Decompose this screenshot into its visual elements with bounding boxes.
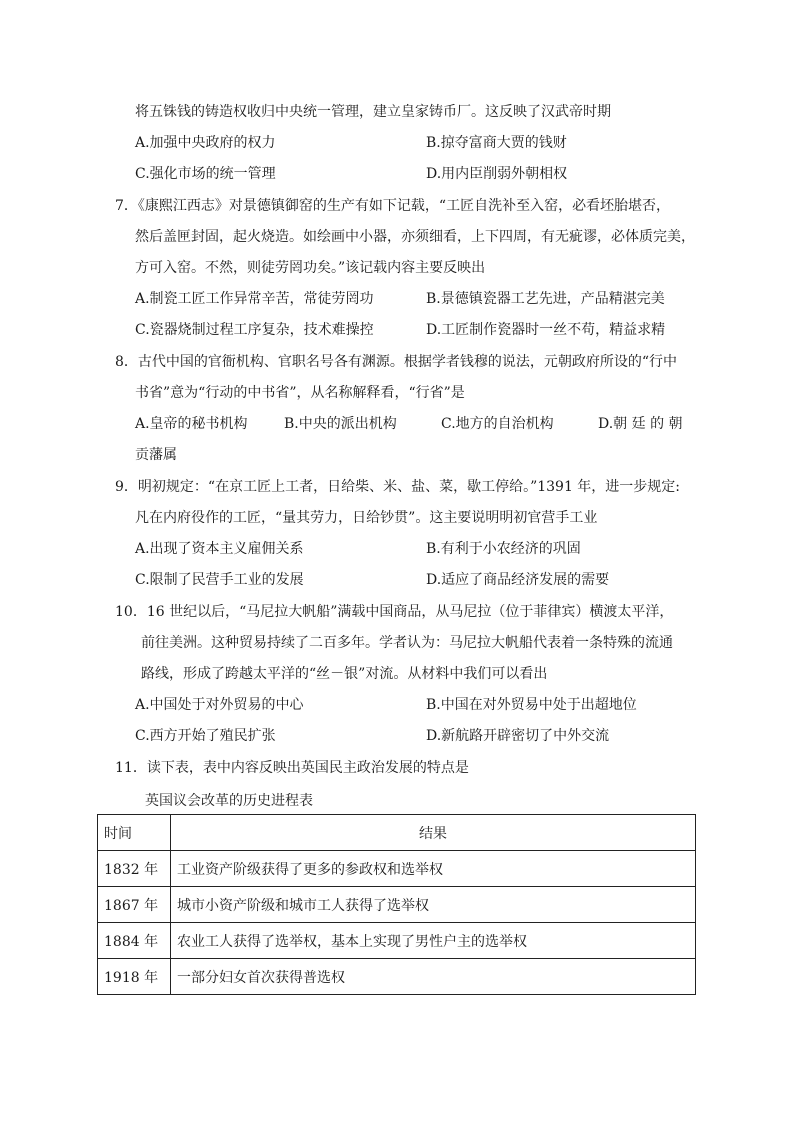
table-row <box>98 851 696 887</box>
q9-option-a: A.出现了资本主义雇佣关系 <box>135 541 304 557</box>
table-row <box>98 923 696 959</box>
row-year: 1832 年 <box>98 851 171 887</box>
table-caption: 英国议会改革的历史进程表 <box>145 793 313 809</box>
q10-stem-line-3: 路线，形成了跨越太平洋的“丝－银”对流。从材料中我们可以看出 <box>141 666 548 682</box>
q6-option-b: B.掠夺富商大贾的钱财 <box>426 135 567 151</box>
header-result: 结果 <box>171 815 696 851</box>
q8-option-c: C.地方的自治机构 <box>441 416 554 432</box>
header-time: 时间 <box>98 815 171 851</box>
table-header-row <box>98 815 696 851</box>
q10-option-d: D.新航路开辟密切了中外交流 <box>426 728 610 744</box>
q7-stem-line-2: 然后盖匣封固，起火烧造。如绘画中小器，亦须细看，上下四周，有无疵谬，必体质完美， <box>135 229 695 245</box>
q8-stem-line-1: 8．古代中国的官衙机构、官职名号各有渊源。根据学者钱穆的说法，元朝政府所设的“行中 <box>115 354 678 370</box>
q7-stem-line-3: 方可入窑。不然，则徒劳罔功矣。”该记载内容主要反映出 <box>135 260 486 276</box>
q10-stem-line-1: 10．16 世纪以后，“马尼拉大帆船”满载中国商品，从马尼拉（位于菲律宾）横渡太平洋， <box>115 604 674 620</box>
q9-option-c: C.限制了民营手工业的发展 <box>135 572 304 588</box>
row-year: 1884 年 <box>98 923 171 959</box>
q8-option-d-continuation: 贡藩属 <box>135 447 177 463</box>
q8-option-a: A.皇帝的秘书机构 <box>135 416 248 432</box>
row-result: 农业工人获得了选举权，基本上实现了男性户主的选举权 <box>171 923 696 959</box>
q7-option-c: C.瓷器烧制过程工序复杂，技术难操控 <box>135 322 374 338</box>
q11-stem: 11．读下表，表中内容反映出英国民主政治发展的特点是 <box>115 760 469 776</box>
q9-stem-line-1: 9．明初规定：“在京工匠上工者，日给柴、米、盐、菜，歇工停给。”1391 年，进一步规定: <box>115 479 681 495</box>
q10-option-b: B.中国在对外贸易中处于出超地位 <box>426 697 637 713</box>
q9-option-b: B.有利于小农经济的巩固 <box>426 541 581 557</box>
q9-option-d: D.适应了商品经济发展的需要 <box>426 572 610 588</box>
row-result: 城市小资产阶级和城市工人获得了选举权 <box>171 887 696 923</box>
q7-option-b: B.景德镇瓷器工艺先进，产品精湛完美 <box>426 291 665 307</box>
row-result: 一部分妇女首次获得普选权 <box>171 959 696 995</box>
table-row <box>98 887 696 923</box>
row-result: 工业资产阶级获得了更多的参政权和选举权 <box>171 851 696 887</box>
q6-option-a: A.加强中央政府的权力 <box>135 135 276 151</box>
q7-stem-line-1: 7．《康熙江西志》对景德镇御窑的生产有如下记载，“工匠自洗补至入窑，必看坯胎堪否， <box>115 198 671 214</box>
q10-option-c: C.西方开始了殖民扩张 <box>135 728 276 744</box>
parliament-reform-table <box>97 814 696 995</box>
q6-option-d: D.用内臣削弱外朝相权 <box>426 166 568 182</box>
q6-stem-tail: 将五铢钱的铸造权收归中央统一管理，建立皇家铸币厂。这反映了汉武帝时期 <box>135 104 611 120</box>
row-year: 1867 年 <box>98 887 171 923</box>
q8-stem-line-2: 书省”意为“行动的中书省”，从名称解释看，“行省”是 <box>135 385 465 401</box>
q7-option-d: D.工匠制作瓷器时一丝不苟，精益求精 <box>426 322 666 338</box>
q10-option-a: A.中国处于对外贸易的中心 <box>135 697 304 713</box>
q7-option-a: A.制瓷工匠工作异常辛苦，常徒劳罔功 <box>135 291 374 307</box>
row-year: 1918 年 <box>98 959 171 995</box>
q8-option-d: D.朝 廷 的 朝 <box>598 416 683 432</box>
q8-option-b: B.中央的派出机构 <box>284 416 397 432</box>
q9-stem-line-2: 凡在内府役作的工匠，“量其劳力，日给钞贯”。这主要说明明初官营手工业 <box>135 510 598 526</box>
table-row <box>98 959 696 995</box>
q10-stem-line-2: 前往美洲。这种贸易持续了二百多年。学者认为：马尼拉大帆船代表着一条特殊的流通 <box>141 635 673 651</box>
q6-option-c: C.强化市场的统一管理 <box>135 166 276 182</box>
